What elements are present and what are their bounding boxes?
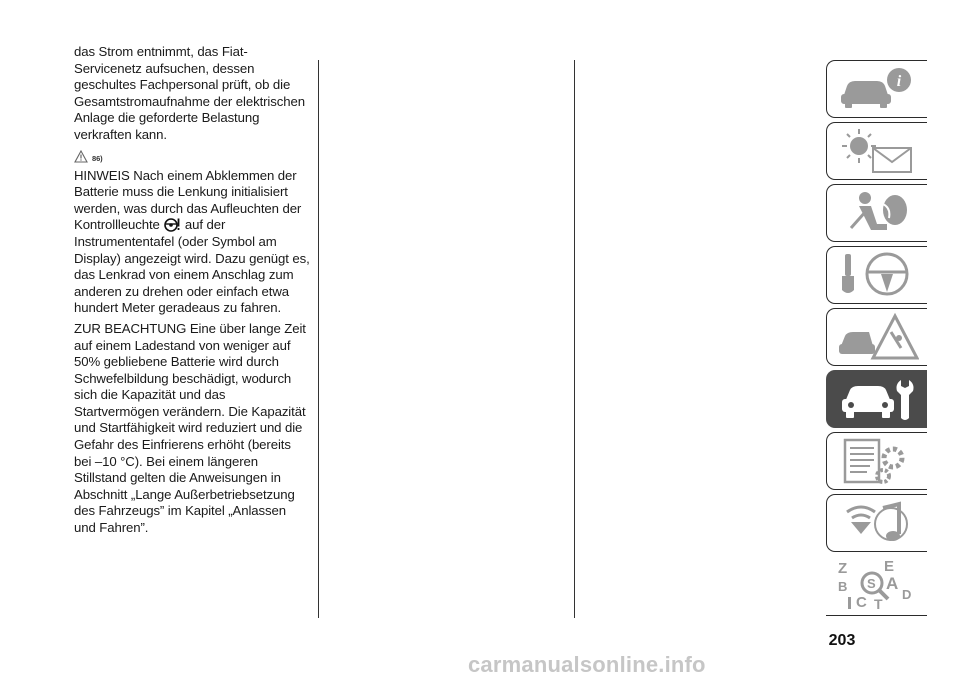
column-divider-1 <box>318 60 319 618</box>
tab-maintenance[interactable] <box>826 370 927 428</box>
index-letter-c: C <box>856 594 867 611</box>
lights-message-icon <box>837 126 919 178</box>
multimedia-note-icon <box>837 498 919 550</box>
index-letter-t: T <box>874 596 883 611</box>
tab-safety[interactable] <box>826 184 927 242</box>
warning-ref-number: 86) <box>92 154 103 164</box>
car-info-icon <box>837 64 919 116</box>
index-letter-a: A <box>886 574 899 593</box>
svg-text:S: S <box>867 576 876 591</box>
paragraph-2-start: HINWEIS Nach einem Abklemmen der Batterie muss die Lenkung initialisiert werden, was durch das Aufleuchten der Kontrollleuchte <box>74 167 302 233</box>
tab-car-info[interactable] <box>826 60 927 118</box>
tab-technical-data[interactable] <box>826 432 927 490</box>
svg-text:i: i <box>896 73 902 90</box>
text-column <box>74 44 310 541</box>
index-letter-d: D <box>902 587 912 602</box>
tab-lights-messages[interactable] <box>826 122 927 180</box>
tab-multimedia[interactable] <box>826 494 927 552</box>
page-number: 203 <box>828 632 856 649</box>
warning-triangle-icon <box>74 150 88 163</box>
tab-index[interactable] <box>826 556 927 614</box>
airbag-seat-icon <box>837 188 919 240</box>
paragraph-2-end: auf der Instrumententafel (oder Symbol am Display) angezeigt wird. Dazu genügt es, das Lenkrad von einem Anschlag zum anderen zu drehen oder einfach etwa hundert Meter geradeaus zu fahren. <box>74 217 310 316</box>
index-letter-z: Z <box>838 560 848 577</box>
steering-warning-light-icon <box>163 217 181 232</box>
warning-reference <box>74 148 310 166</box>
column-divider-2 <box>574 60 575 618</box>
paragraph-2 <box>74 168 310 317</box>
warning-triangle-icon <box>837 312 919 364</box>
paragraph-1: das Strom entnimmt, das Fiat-Servicenetz aufsuchen, dessen geschultes Fachpersonal prüft, ob die Gesamtstromaufnahme der elektrischen Anlage die geforderte Belastung verkraften kann. <box>74 44 305 142</box>
paragraph-3: ZUR BEACHTUNG Eine über lange Zeit auf einem Ladestand von weniger auf 50% gebliebene Batterie wird durch Schwefelbildung beschädigt, wodurch sich die Kapazität und das Startvermögen verändern. Die Kapazität und Startfähigkeit wird reduziert und die Gefahr des Einfrierens erhöht (bereits bei –10 °C). Bei einem längeren Stillstand gelten die Anweisungen in Abschnitt „Lange Außerbetriebsetzung des Fahrzeugs” im Kapitel „Anlassen und Fahren”. <box>74 320 306 536</box>
tab-starting-driving[interactable] <box>826 246 927 304</box>
index-letter-b: B <box>838 579 848 594</box>
index-letter-e: E <box>884 559 895 575</box>
chapter-sidebar <box>826 60 928 618</box>
tab-index-underline <box>826 615 927 616</box>
document-gears-icon <box>837 436 919 488</box>
key-steering-wheel-icon <box>837 250 919 302</box>
watermark: carmanualsonline.info <box>468 652 706 677</box>
tab-emergency[interactable] <box>826 308 927 366</box>
alphabetical-index-icon <box>836 559 918 611</box>
car-wrench-icon <box>837 374 919 426</box>
